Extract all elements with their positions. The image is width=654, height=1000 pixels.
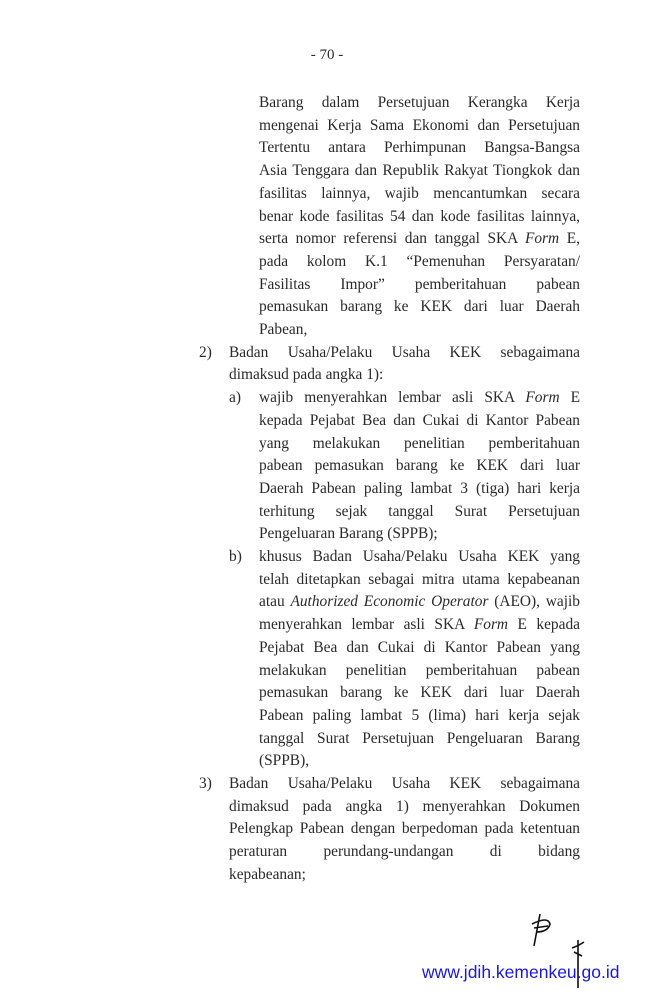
italic-term: Authorized Economic Operator [290, 593, 489, 611]
italic-term: Form [473, 616, 509, 634]
text-line: kepada Pejabat Bea dan Cukai di Kantor Pabean [259, 411, 580, 429]
text-line: Tertentu antara Perhimpunan Bangsa-Bangsa [259, 139, 580, 157]
text-line [259, 387, 580, 410]
jdih-website-link[interactable]: www.jdih.kemenkeu.go.id [422, 962, 620, 982]
text-line: tanggal Surat Persetujuan Pengeluaran Barang [259, 729, 580, 747]
text-line: Pabean, [259, 321, 308, 338]
text-line: Barang dalam Persetujuan Kerangka Kerja [259, 94, 580, 111]
text-line: Pengeluaran Barang (SPPB); [259, 525, 438, 543]
text-line: benar kode fasilitas 54 dan kode fasilitas lainnya, [259, 207, 580, 225]
text-line: kepabeanan; [229, 865, 306, 883]
item-number: 3) [199, 775, 212, 792]
text-line: mengenai Kerja Sama Ekonomi dan Persetujuan [259, 116, 580, 134]
text-line: telah ditetapkan sebagai mitra utama kepabeanan [259, 570, 580, 588]
text-line [259, 228, 580, 251]
item-number: 2) [199, 343, 212, 361]
text-line: yang melakukan penelitian pemberitahuan [259, 434, 580, 452]
text-line: pemasukan barang ke KEK dari luar Daerah [259, 684, 580, 702]
text-line: dimaksud pada angka 1): [229, 366, 384, 384]
text-segment: wajib menyerahkan lembar asli SKA [259, 389, 526, 407]
italic-term: Form [525, 389, 560, 407]
subitem-label: b) [229, 548, 242, 565]
text-line: pada kolom K.1 “Pemenuhan Persyaratan/ [259, 252, 580, 270]
page-number: - 70 - [310, 47, 344, 63]
text-line: Badan Usaha/Pelaku Usaha KEK sebagaimana [229, 343, 580, 361]
text-segment: E kepada [508, 616, 580, 634]
text-segment: E, [559, 230, 580, 248]
text-segment: E [559, 389, 581, 407]
text-line: Pelengkap Pabean dengan berpedoman pada ketentuan [229, 820, 580, 838]
text-line: peraturan perundang-undangan di bidang [229, 843, 580, 861]
text-line: terhitung sejak tanggal Surat Persetujuan [259, 502, 580, 520]
text-line: Fasilitas Impor” pemberitahuan pabean [259, 275, 580, 293]
text-line: Badan Usaha/Pelaku Usaha KEK sebagaimana [229, 775, 580, 792]
text-line: Pabean paling lambat 5 (lima) hari kerja sejak [259, 706, 580, 724]
text-line: pabean pemasukan barang ke KEK dari luar [259, 457, 580, 475]
text-segment: serta nomor referensi dan tanggal SKA [259, 230, 525, 248]
text-line: pemasukan barang ke KEK dari luar Daerah [259, 298, 580, 316]
subitem-label: a) [229, 389, 241, 407]
text-segment: menyerahkan lembar asli SKA [259, 616, 474, 634]
text-line [259, 591, 580, 614]
text-line: dimaksud pada angka 1) menyerahkan Dokumen [229, 797, 580, 815]
text-line: Pejabat Bea dan Cukai di Kantor Pabean yang [259, 638, 580, 656]
text-segment: atau [259, 593, 291, 611]
text-line: (SPPB), [259, 752, 310, 770]
text-line [259, 614, 580, 637]
text-line: khusus Badan Usaha/Pelaku Usaha KEK yang [259, 548, 580, 565]
text-segment: (AEO), wajib [488, 593, 580, 611]
text-line: melakukan penelitian pemberitahuan pabean [259, 661, 580, 679]
text-line: Daerah Pabean paling lambat 3 (tiga) hari kerja [259, 479, 580, 497]
text-line: Asia Tenggara dan Republik Rakyat Tiongkok dan [259, 162, 580, 180]
text-line: fasilitas lainnya, wajib mencantumkan secara [259, 184, 580, 202]
italic-term: Form [524, 230, 560, 248]
